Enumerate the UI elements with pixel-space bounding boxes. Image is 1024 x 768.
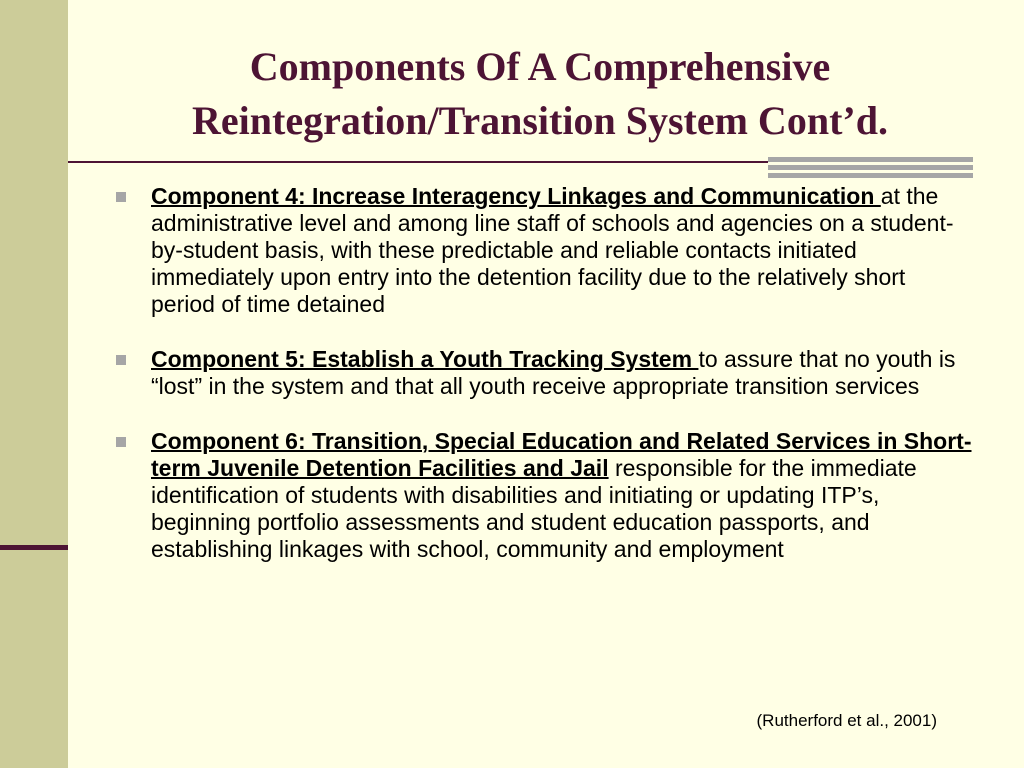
bullet-item-component-6 bbox=[112, 428, 972, 563]
gray-square-bullet-icon bbox=[116, 437, 126, 447]
bullet-heading: Component 6: Transition, Special Education and Related Services in Short-term Juvenile Detention Facilities and Jail bbox=[151, 428, 972, 481]
title-underline-rule bbox=[68, 161, 768, 163]
left-band-accent-line bbox=[0, 545, 68, 550]
bullet-heading: Component 5: Establish a Youth Tracking System bbox=[151, 346, 699, 372]
bullet-body: responsible for the immediate identification of students with disabilities and initiating or updating ITP’s, beginning portfolio assessments and student education passports, and establishing linkages with school, community and employment bbox=[151, 455, 917, 562]
slide-title bbox=[90, 40, 990, 148]
left-decorative-band bbox=[0, 0, 68, 768]
bullet-body: at the administrative level and among line staff of schools and agencies on a student-by-student basis, with these predictable and reliable contacts initiated immediately upon entry into the detention facility due to the relatively short period of time detained bbox=[151, 183, 954, 317]
decorative-gray-bar bbox=[768, 157, 973, 162]
bullet-item-component-5 bbox=[112, 346, 972, 400]
bullet-body: to assure that no youth is “lost” in the system and that all youth receive appropriate transition services bbox=[151, 346, 956, 399]
gray-square-bullet-icon bbox=[116, 192, 126, 202]
decorative-gray-bar bbox=[768, 165, 973, 170]
gray-square-bullet-icon bbox=[116, 355, 126, 365]
decorative-gray-bar bbox=[768, 173, 973, 178]
bullet-heading: Component 4: Increase Interagency Linkages and Communication bbox=[151, 183, 881, 209]
slide-title-line-2: Reintegration/Transition System Cont’d. bbox=[192, 98, 888, 143]
slide-title-line-1: Components Of A Comprehensive bbox=[249, 44, 831, 89]
bullet-list bbox=[112, 183, 972, 591]
citation: (Rutherford et al., 2001) bbox=[756, 711, 937, 730]
bullet-item-component-4 bbox=[112, 183, 972, 318]
